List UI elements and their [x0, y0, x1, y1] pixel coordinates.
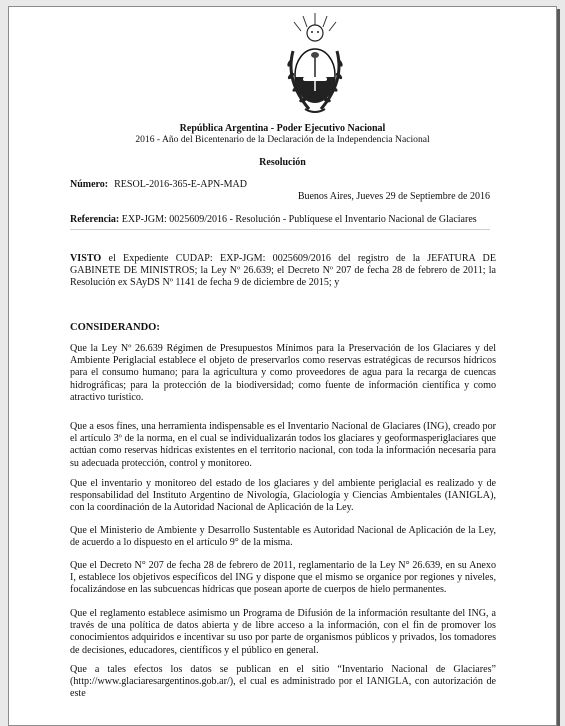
reference-label: Referencia: [70, 214, 120, 225]
national-coat-of-arms-icon [279, 11, 351, 119]
considerando-heading: CONSIDERANDO: [70, 322, 160, 333]
considerando-paragraph: Que el reglamento establece asimismo un Programa de Difusión de la información resultante del ING, a través de una política de datos abierta y de libre acceso a la información, con el fin de promover los conocimientos adquiridos e incentivar su uso por parte de organismos públicos y privados, los tomadores de decisiones, educadores, científicos y el público en general. [70, 608, 496, 656]
year-motto: 2016 - Año del Bicentenario de la Declaración de la Independencia Nacional [135, 134, 430, 145]
document-type: Resolución [259, 157, 306, 168]
considerando-paragraph: Que la Ley Nº 26.639 Régimen de Presupuestos Mínimos para la Preservación de los Glaciares y del Ambiente Periglacial establece el objeto de preservarlos como reservas estratégicas de recursos hídricos para el consumo humano; para la agricultura y como proveedores de agua para la recarga de cuencas hidrográficas; para la protección de la biodiversidad; como fuente de información científica y como atractivo turístico. [70, 343, 496, 403]
considerando-paragraph: Que el Decreto N° 207 de fecha 28 de febrero de 2011, reglamentario de la Ley N° 26.639, en su Anexo I, establece los objetivos específicos del ING y dispone que el mismo se organice por regiones y niveles, focalizándose en las subcuencas hídricas que posean aporte de cuerpos de hielo permanentes. [70, 560, 496, 596]
visto-text: el Expediente CUDAP: EXP-JGM: 0025609/2016 del registro de la JEFATURA DE GABINETE DE MINISTROS; la Ley Nº 26.639; el Decreto Nº 207 de fecha 28 de febrero de 2011; la Resolución ex SAyDS Nº 1141 de fecha 9 de diciembre de 2015; y [70, 253, 496, 289]
reference-value: EXP-JGM: 0025609/2016 - Resolución - Publíquese el Inventario Nacional de Glaciares [121, 214, 477, 225]
place-date: Buenos Aires, Jueves 29 de Septiembre de 2016 [297, 191, 490, 202]
visto-label: VISTO [70, 253, 102, 264]
reference-line [70, 214, 490, 230]
document-page [8, 6, 557, 726]
number-value: RESOL-2016-365-E-APN-MAD [114, 179, 247, 190]
institution-heading: República Argentina - Poder Ejecutivo Nacional [179, 123, 386, 134]
considerando-paragraph: Que a tales efectos los datos se publican en el sitio “Inventario Nacional de Glaciares” (http://www.glaciaresargentinos.gob.ar/), el cual es administrado por el IANIGLA, con autorización de este [70, 664, 496, 700]
considerando-paragraph: Que el Ministerio de Ambiente y Desarrollo Sustentable es Autoridad Nacional de Aplicación de la Ley, de acuerdo a lo dispuesto en el artículo 9° de la misma. [70, 525, 496, 549]
document-number [70, 179, 247, 190]
considerando-paragraph: Que el inventario y monitoreo del estado de los glaciares y del ambiente periglacial es realizado y de responsabilidad del Instituto Argentino de Nivología, Glaciología y Ciencias Ambientales (IANIGLA), con la coordinación de la Autoridad Nacional de Aplicación de la Ley. [70, 478, 496, 514]
considerando-paragraph: Que a esos fines, una herramienta indispensable es el Inventario Nacional de Glaciares (ING), creado por el artículo 3º de la norma, en el cual se individualizarán todos los glaciares y geoformasperiglaciares que actúan como reservas hídricas existentes en el territorio nacional, con toda la información necesaria para su adecuada protección, control y monitoreo. [70, 421, 496, 469]
visto-paragraph [70, 253, 496, 290]
number-label: Número: [70, 179, 109, 190]
